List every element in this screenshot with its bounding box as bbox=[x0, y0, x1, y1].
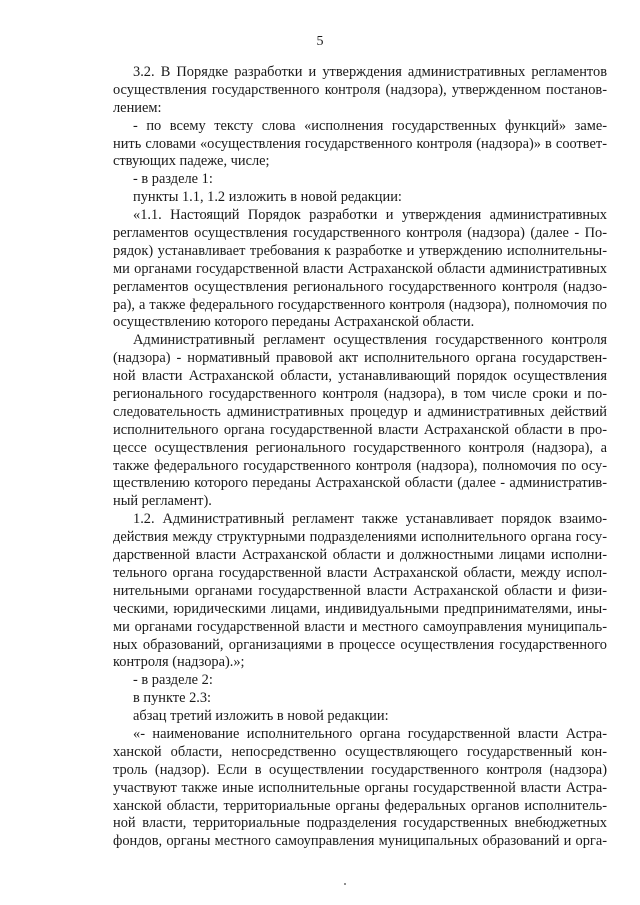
text-line: фондов, органы местного самоуправления муниципальных образований и орга- bbox=[113, 833, 607, 850]
text-line: 1.2. Административный регламент также устанавливает порядок взаимо- bbox=[133, 511, 607, 528]
text-line: пункты 1.1, 1.2 изложить в новой редакции: bbox=[133, 189, 402, 206]
text-line: (надзора) - нормативный правовой акт исполнительного органа государствен- bbox=[113, 350, 607, 367]
text-line: цессе осуществления регионального государственного контроля (надзора), а bbox=[113, 439, 607, 456]
text-line: регламентов осуществления регионального государственного контроля (надзо- bbox=[113, 278, 607, 295]
text-line: «1.1. Настоящий Порядок разработки и утверждения административных bbox=[133, 207, 607, 224]
text-line: ческими, юридическими лицами, индивидуальными предпринимателями, ины- bbox=[113, 600, 607, 617]
text-line: ных образований, организациями в процессе осуществления государственного bbox=[113, 636, 607, 653]
text-line: контроля (надзора).»; bbox=[113, 654, 245, 671]
text-line: 3.2. В Порядке разработки и утверждения административных регламентов bbox=[133, 64, 607, 80]
text-line: ханской области, территориальные органы федеральных органов исполнитель- bbox=[113, 797, 607, 814]
text-line: нить словами «осуществления государственного контроля (надзора)» в соответ- bbox=[113, 135, 607, 152]
text-line: лением: bbox=[113, 99, 162, 116]
text-line: ной власти Астраханской области, устанавливающий порядок осуществления bbox=[113, 368, 607, 385]
text-line: дарственной власти Астраханской области и должностными лицами исполни- bbox=[113, 547, 607, 564]
text-line: - в разделе 2: bbox=[133, 672, 213, 689]
text-line: ный регламент). bbox=[113, 493, 212, 510]
text-line: осуществлению которого переданы Астраханской области. bbox=[113, 314, 475, 331]
text-line: исполнительного органа государственной власти Астраханской области в про- bbox=[113, 421, 607, 438]
document-body bbox=[113, 64, 607, 851]
scan-speck bbox=[344, 883, 346, 885]
text-line: тельного органа государственной власти Астраханской области, между испол- bbox=[113, 564, 607, 581]
text-line: в пункте 2.3: bbox=[133, 690, 212, 707]
text-line: осуществления государственного контроля (надзора), утвержденном постанов- bbox=[113, 81, 607, 98]
text-line: также федерального государственного контроля (надзора), полномочия по осу- bbox=[113, 457, 607, 474]
text-line: ханской области, непосредственно осуществляющего государственный кон- bbox=[113, 743, 607, 760]
text-line: ществлению которого переданы Астраханской области (далее - административ- bbox=[113, 475, 607, 492]
text-line: ми органами государственной власти и местного самоуправления муниципаль- bbox=[113, 618, 607, 635]
text-line: ной власти, территориальные подразделения государственных внебюджетных bbox=[113, 815, 607, 832]
text-line: - в разделе 1: bbox=[133, 171, 213, 188]
text-line: регламентов осуществления государственного контроля (надзора) (далее - По- bbox=[113, 225, 607, 242]
text-line: троль (надзор). Если в осуществлении государственного контроля (надзора) bbox=[113, 761, 607, 778]
text-line: нительными органами государственной власти Астраханской области и физи- bbox=[113, 582, 607, 599]
text-line: ми органами государственной власти Астраханской области административных bbox=[113, 260, 607, 277]
text-line: рядок) устанавливает требования к разработке и утверждению исполнительны- bbox=[113, 242, 607, 259]
text-line: регионального государственного контроля (надзора), в том числе сроки и по- bbox=[113, 386, 607, 403]
text-line: - по всему тексту слова «исполнения государственных функций» заме- bbox=[133, 117, 607, 134]
text-line: ствующих падеже, числе; bbox=[113, 153, 270, 170]
text-line: действия между структурными подразделениями исполнительного органа госу- bbox=[113, 529, 607, 546]
text-line: ра), а также федерального государственного контроля (надзора), полномочия по bbox=[113, 296, 607, 313]
text-line: «- наименование исполнительного органа государственной власти Астра- bbox=[133, 725, 607, 742]
text-line: абзац третий изложить в новой редакции: bbox=[133, 708, 389, 725]
text-line: участвуют также иные исполнительные органы государственной власти Астра- bbox=[113, 779, 607, 796]
text-line: следовательность административных процедур и административных действий bbox=[113, 403, 607, 420]
page-number: 5 bbox=[316, 34, 324, 49]
text-line: Административный регламент осуществления государственного контроля bbox=[133, 332, 607, 349]
